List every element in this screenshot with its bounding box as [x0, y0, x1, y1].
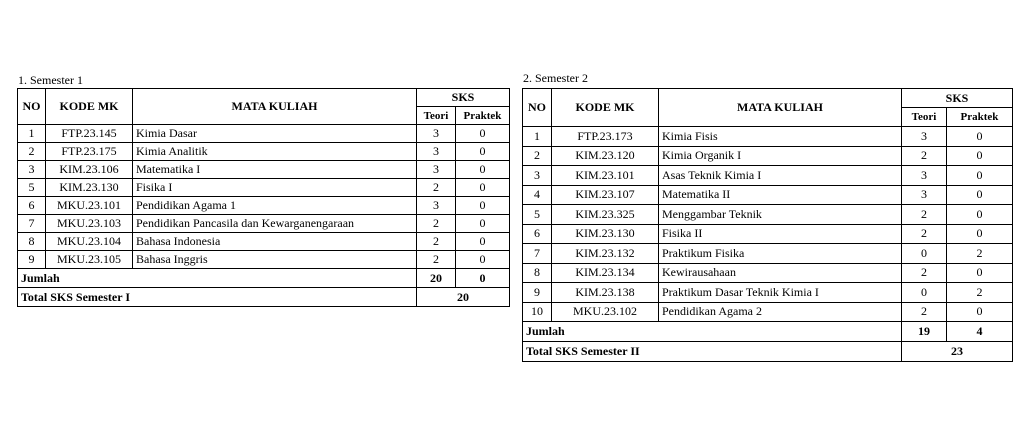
table-row: [523, 263, 1013, 283]
course-name: Menggambar Teknik: [659, 205, 902, 225]
sks-praktek: 0: [947, 205, 1013, 225]
course-name: Pendidikan Agama 2: [659, 302, 902, 322]
sks-teori: 3: [902, 166, 947, 186]
header-praktek: Praktek: [947, 108, 1013, 127]
header-kode-mk: KODE MK: [46, 89, 133, 125]
course-name: Pendidikan Pancasila dan Kewarganengaraan: [133, 215, 417, 233]
table-row: [18, 233, 510, 251]
course-number: 3: [523, 166, 552, 186]
course-code: KIM.23.138: [552, 283, 659, 303]
course-name: Asas Teknik Kimia I: [659, 166, 902, 186]
course-name: Fisika II: [659, 224, 902, 244]
semester-2-caption: 2. Semester 2: [523, 71, 588, 85]
header-no: NO: [18, 89, 46, 125]
header-mata-kuliah: MATA KULIAH: [133, 89, 417, 125]
course-number: 2: [523, 146, 552, 166]
header-mata-kuliah: MATA KULIAH: [659, 89, 902, 127]
course-code: FTP.23.175: [46, 143, 133, 161]
course-code: MKU.23.103: [46, 215, 133, 233]
sks-teori: 0: [902, 244, 947, 264]
table-row: [523, 185, 1013, 205]
sks-praktek: 0: [456, 251, 510, 269]
course-number: 5: [523, 205, 552, 225]
course-code: KIM.23.101: [552, 166, 659, 186]
jumlah-label: Jumlah: [523, 322, 902, 342]
sks-teori: 2: [417, 179, 456, 197]
course-name: Kimia Fisis: [659, 127, 902, 147]
course-name: Matematika I: [133, 161, 417, 179]
header-sks: SKS: [417, 89, 510, 107]
course-code: KIM.23.134: [552, 263, 659, 283]
table-row: [18, 161, 510, 179]
table-row: [523, 283, 1013, 303]
course-name: Kimia Analitik: [133, 143, 417, 161]
course-name: Fisika I: [133, 179, 417, 197]
sks-teori: 0: [902, 283, 947, 303]
sks-teori: 3: [417, 143, 456, 161]
sks-praktek: 0: [456, 161, 510, 179]
table-row: [18, 251, 510, 269]
sks-teori: 2: [417, 251, 456, 269]
course-name: Praktikum Dasar Teknik Kimia I: [659, 283, 902, 303]
sks-teori: 2: [417, 215, 456, 233]
table-row: [523, 302, 1013, 322]
course-number: 6: [523, 224, 552, 244]
table-row: [523, 146, 1013, 166]
sks-teori: 2: [902, 263, 947, 283]
semester-2-table: [522, 88, 1013, 362]
course-number: 1: [18, 125, 46, 143]
course-code: KIM.23.130: [552, 224, 659, 244]
course-number: 10: [523, 302, 552, 322]
header-teori: Teori: [417, 107, 456, 125]
sks-praktek: 0: [947, 185, 1013, 205]
sks-praktek: 0: [456, 143, 510, 161]
table-row: [18, 179, 510, 197]
course-code: MKU.23.105: [46, 251, 133, 269]
table-row: [18, 143, 510, 161]
course-code: FTP.23.173: [552, 127, 659, 147]
total-sks-label: Total SKS Semester I: [18, 288, 417, 307]
course-name: Matematika II: [659, 185, 902, 205]
course-code: KIM.23.120: [552, 146, 659, 166]
total-sks-label: Total SKS Semester II: [523, 342, 902, 362]
sks-teori: 2: [902, 205, 947, 225]
sks-teori: 3: [902, 185, 947, 205]
sks-praktek: 0: [947, 263, 1013, 283]
header-praktek: Praktek: [456, 107, 510, 125]
course-number: 7: [18, 215, 46, 233]
jumlah-label: Jumlah: [18, 269, 417, 288]
semester-1-caption: 1. Semester 1: [18, 73, 83, 87]
course-number: 8: [18, 233, 46, 251]
course-number: 6: [18, 197, 46, 215]
sks-teori: 2: [902, 146, 947, 166]
sks-teori: 3: [417, 197, 456, 215]
table-row: [523, 127, 1013, 147]
sks-praktek: 0: [947, 166, 1013, 186]
course-name: Bahasa Indonesia: [133, 233, 417, 251]
sks-praktek: 0: [947, 146, 1013, 166]
table-row: [523, 224, 1013, 244]
sks-praktek: 0: [456, 215, 510, 233]
course-number: 5: [18, 179, 46, 197]
jumlah-praktek: 0: [456, 269, 510, 288]
course-number: 8: [523, 263, 552, 283]
course-number: 9: [523, 283, 552, 303]
sks-praktek: 0: [456, 197, 510, 215]
course-name: Kimia Dasar: [133, 125, 417, 143]
total-sks-value: 23: [902, 342, 1013, 362]
course-number: 9: [18, 251, 46, 269]
course-name: Bahasa Inggris: [133, 251, 417, 269]
course-code: MKU.23.104: [46, 233, 133, 251]
header-no: NO: [523, 89, 552, 127]
table-row: [523, 166, 1013, 186]
course-number: 2: [18, 143, 46, 161]
course-code: KIM.23.325: [552, 205, 659, 225]
sks-praktek: 2: [947, 244, 1013, 264]
course-name: Kimia Organik I: [659, 146, 902, 166]
sks-praktek: 0: [947, 127, 1013, 147]
sks-teori: 3: [902, 127, 947, 147]
course-code: FTP.23.145: [46, 125, 133, 143]
table-row: [18, 197, 510, 215]
course-code: MKU.23.101: [46, 197, 133, 215]
sks-praktek: 0: [947, 224, 1013, 244]
course-code: KIM.23.130: [46, 179, 133, 197]
course-code: KIM.23.106: [46, 161, 133, 179]
jumlah-praktek: 4: [947, 322, 1013, 342]
sks-praktek: 2: [947, 283, 1013, 303]
table-row: [18, 125, 510, 143]
course-number: 3: [18, 161, 46, 179]
header-kode-mk: KODE MK: [552, 89, 659, 127]
course-number: 7: [523, 244, 552, 264]
sks-praktek: 0: [456, 179, 510, 197]
sks-praktek: 0: [456, 125, 510, 143]
table-row: [523, 205, 1013, 225]
sks-teori: 3: [417, 125, 456, 143]
course-number: 1: [523, 127, 552, 147]
table-row: [18, 215, 510, 233]
table-row: [523, 244, 1013, 264]
course-code: MKU.23.102: [552, 302, 659, 322]
course-code: KIM.23.107: [552, 185, 659, 205]
total-sks-value: 20: [417, 288, 510, 307]
course-name: Kewirausahaan: [659, 263, 902, 283]
sks-praktek: 0: [456, 233, 510, 251]
sks-teori: 2: [902, 224, 947, 244]
course-number: 4: [523, 185, 552, 205]
course-name: Praktikum Fisika: [659, 244, 902, 264]
sks-teori: 3: [417, 161, 456, 179]
jumlah-teori: 20: [417, 269, 456, 288]
sks-teori: 2: [417, 233, 456, 251]
jumlah-teori: 19: [902, 322, 947, 342]
semester-1-table: [17, 88, 510, 307]
sks-praktek: 0: [947, 302, 1013, 322]
header-teori: Teori: [902, 108, 947, 127]
header-sks: SKS: [902, 89, 1013, 108]
course-code: KIM.23.132: [552, 244, 659, 264]
sks-teori: 2: [902, 302, 947, 322]
course-name: Pendidikan Agama 1: [133, 197, 417, 215]
